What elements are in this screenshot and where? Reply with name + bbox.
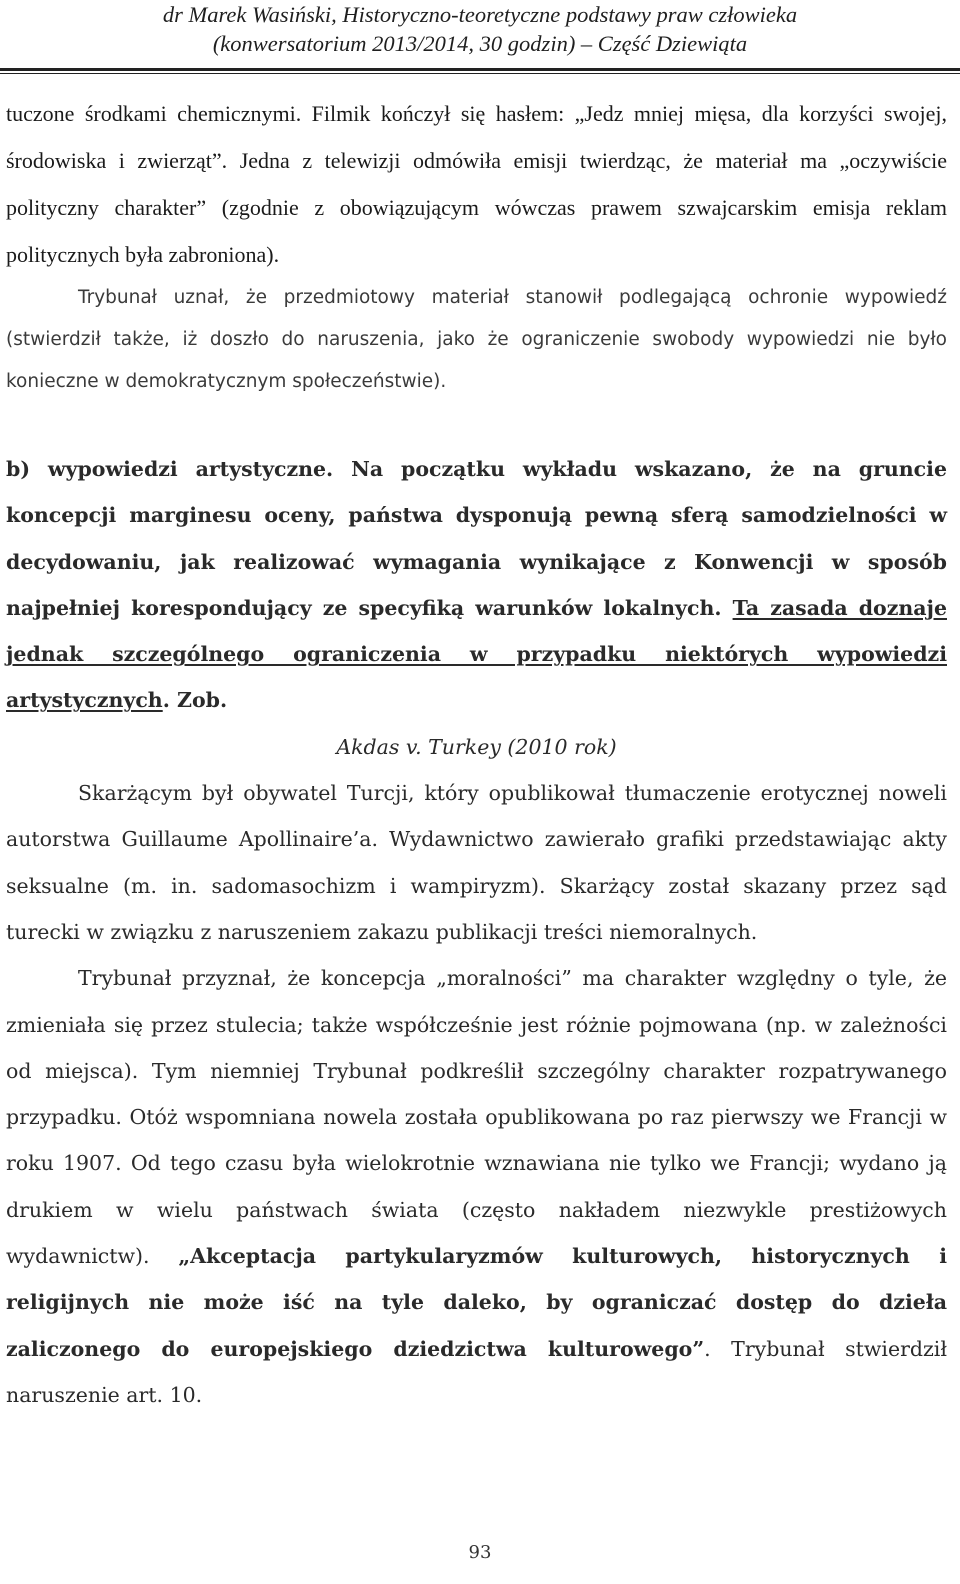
paragraph-4-bold-quote: „Akceptacja partykularyzmów kulturowych, historycznych i religijnych nie może iść na tyle daleko, by ograniczać dostęp do dzieła zaliczonego do europejskiego dziedzictwa kulturowego” bbox=[6, 1244, 947, 1361]
section-b-bold: b) wypowiedzi artystyczne. Na początku wykładu wskazano, że na gruncie koncepcji marginesu oceny, państwa dysponują pewną sferą samodzielności w decydowaniu, jak realizować wymagania wynikające z Konwencji w sposób najpełniej korespondujący ze specyfiką warunków lokalnych. bbox=[6, 457, 947, 620]
paragraph-3-text: Skarżącym był obywatel Turcji, który opublikował tłumaczenie erotycznej noweli autorstwa Guillaume Apollinaire’a. Wydawnictwo zawierało grafiki przedstawiając akty seksualne (m. in. sadomasochizm i wampiryzm). Skarżący został skazany przez sąd turecki w związku z naruszeniem zakazu publikacji treści niemoralnych. bbox=[6, 781, 947, 944]
paragraph-4-plain: Trybunał przyznał, że koncepcja „moralności” ma charakter względny o tyle, że zmieniała się przez stulecia; także współcześnie jest różnie pojmowana (np. w zależności od miejsca). Tym niemniej Trybunał podkreślił szczególny charakter rozpatrywanego przypadku. Otóż wspomniana nowela została opublikowana po raz pierwszy we Francji w roku 1907. Od tego czasu była wielokrotnie wznawiana nie tylko we Francji; wydano ją drukiem w wielu państwach świata (często nakładem niezwykle prestiżowych wydawnictw). bbox=[6, 966, 947, 1269]
case-title: Akdas v. Turkey (2010 rok) bbox=[336, 734, 617, 759]
page-header bbox=[0, 0, 960, 72]
page-number: 93 bbox=[468, 1542, 492, 1563]
section-b-underlined: Ta zasada doznaje jednak szczególnego ograniczenia w przypadku niektórych wypowiedzi artystycznych bbox=[6, 595, 947, 713]
header-line-1: dr Marek Wasiński, Historyczno-teoretyczne podstawy praw człowieka bbox=[162, 2, 798, 27]
header-rule-thin bbox=[0, 73, 960, 74]
header-line-2: (konwersatorium 2013/2014, 30 godzin) – Część Dziewiąta bbox=[212, 31, 748, 56]
paragraph-2 bbox=[6, 277, 947, 403]
paragraph-1-text: tuczone środkami chemicznymi. Filmik kończył się hasłem: „Jedz mniej mięsa, dla korzyści swojej, środowiska i zwierząt”. Jedna z telewizji odmówiła emisji twierdząc, że materiał ma „oczywiście polityczny charakter” (zgodnie z obowiązującym wówczas prawem szwajcarskim emisja reklam politycznych była zabroniona). bbox=[6, 101, 947, 267]
paragraph-2-text: Trybunał uznał, że przedmiotowy materiał stanowił podlegającą ochronie wypowiedź (stwierdził także, iż doszło do naruszenia, jako że ograniczenie swobody wypowiedzi nie było konieczne w demokratycznym społeczeństwie). bbox=[6, 287, 947, 392]
header-rule-thick bbox=[0, 68, 960, 71]
paragraph-4-tail: . Trybunał stwierdził naruszenie art. 10. bbox=[6, 1336, 948, 1407]
section-b bbox=[6, 446, 947, 1418]
paragraph-1 bbox=[6, 90, 947, 278]
section-b-tail: . Zob. bbox=[162, 688, 228, 713]
paragraph-4-text bbox=[6, 955, 947, 1418]
section-b-text bbox=[6, 446, 947, 724]
